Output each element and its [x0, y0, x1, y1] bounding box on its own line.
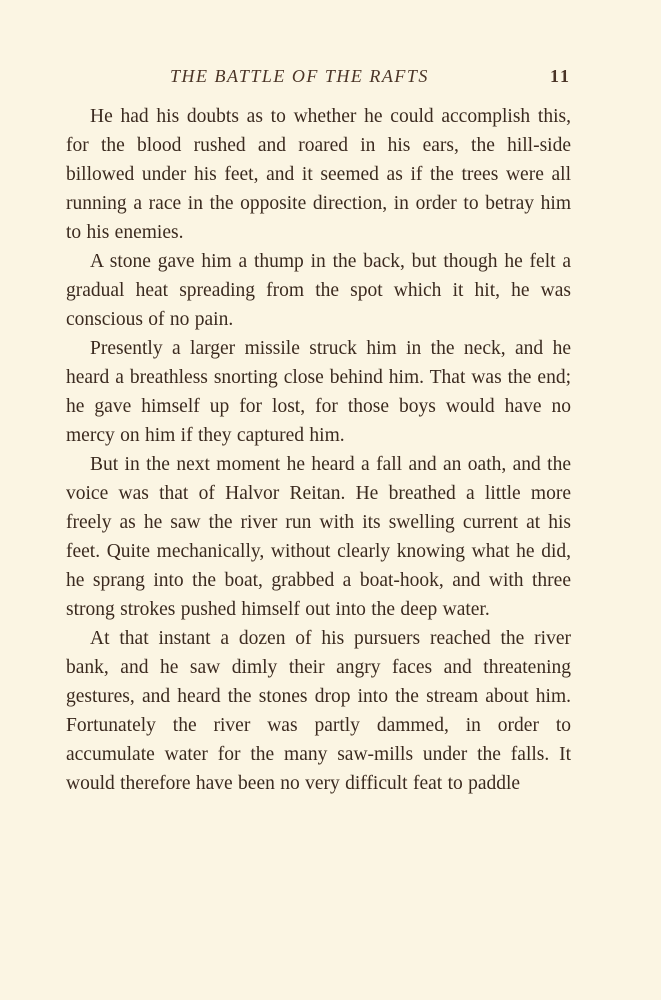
- running-title: THE BATTLE OF THE RAFTS: [170, 66, 429, 86]
- paragraph-4: But in the next moment he heard a fall and an oath, and the voice was that of Halvor Reitan. He breathed a little more freely as he saw the river run with its swelling current at his feet. Quite mechanically, without clearly knowing what he did, he sprang into the boat, grabbed a boat-hook, and with three strong strokes pushed himself out into the deep water.: [66, 454, 571, 620]
- body-text: [66, 102, 571, 798]
- paragraph-1: He had his doubts as to whether he could accomplish this, for the blood rushed and roared in his ears, the hill-side billowed under his feet, and it seemed as if the trees were all running a race in the opposite direction, in order to betray him to his enemies.: [66, 106, 571, 243]
- running-header: [66, 60, 571, 94]
- paragraph-2: A stone gave him a thump in the back, but though he felt a gradual heat spreading from the spot which it hit, he was conscious of no pain.: [66, 251, 571, 330]
- paragraph-5: At that instant a dozen of his pursuers reached the river bank, and he saw dimly their angry faces and threatening gestures, and heard the stones drop into the stream about him. Fortunately the river was partly dammed, in order to accumulate water for the many saw-mills under the falls. It would therefore have been no very difficult feat to paddle: [66, 628, 571, 794]
- book-page: [66, 60, 571, 798]
- paragraph-3: Presently a larger missile struck him in the neck, and he heard a breathless snorting close behind him. That was the end; he gave himself up for lost, for those boys would have no mercy on him if they captured him.: [66, 338, 571, 446]
- page-number: 11: [549, 66, 571, 86]
